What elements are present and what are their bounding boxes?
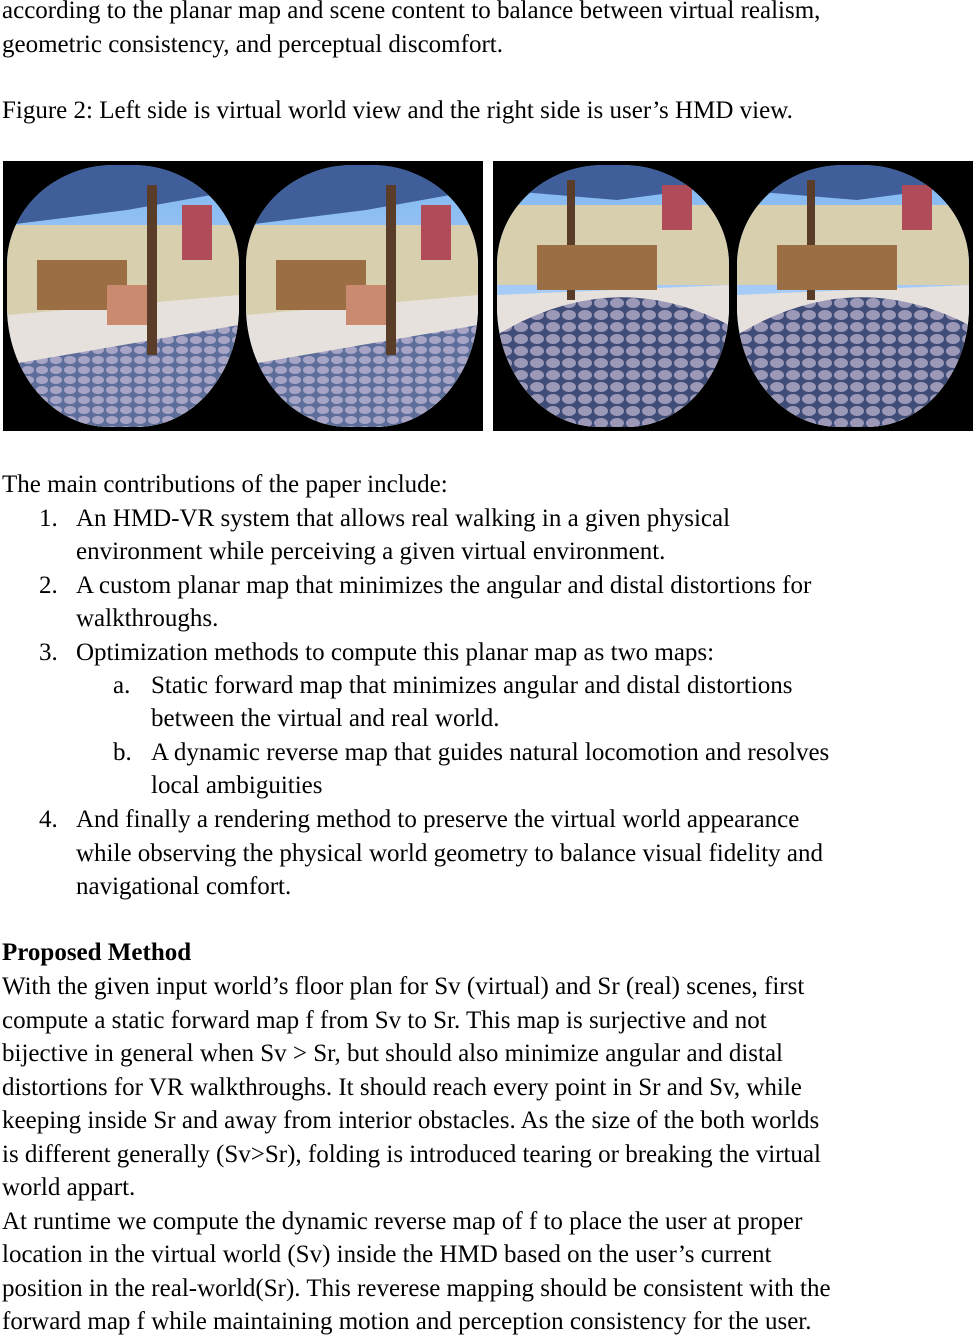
paragraph-line: With the given input world’s floor plan for Sv (virtual) and Sr (real) scenes, first (2, 973, 805, 1000)
paragraph-line: is different generally (Sv>Sr), folding is introduced tearing or breaking the virtual (2, 1141, 821, 1168)
sublist-item-number: b. (113, 739, 132, 766)
contributions-heading: The main contributions of the paper include: (2, 471, 448, 498)
figure-hmd-view (493, 161, 973, 431)
list-item-text: while observing the physical world geometry to balance visual fidelity and (76, 840, 824, 867)
list-item-text: environment while perceiving a given virtual environment. (76, 538, 666, 565)
section-heading: Proposed Method (2, 939, 192, 966)
list-item-text: An HMD-VR system that allows real walking in a given physical (76, 505, 731, 532)
paragraph-line: compute a static forward map f from Sv to Sr. This map is surjective and not (2, 1007, 767, 1034)
paragraph-line: world appart. (2, 1174, 136, 1201)
left-eye-lens (497, 165, 729, 427)
paragraph-line: bijective in general when Sv > Sr, but should also minimize angular and distal (2, 1040, 783, 1067)
sublist-item-text: Static forward map that minimizes angular and distal distortions (151, 672, 793, 699)
intro-line-2: geometric consistency, and perceptual discomfort. (2, 31, 503, 58)
list-item-text: Optimization methods to compute this planar map as two maps: (76, 639, 715, 666)
figure-caption: Figure 2: Left side is virtual world view and the right side is user’s HMD view. (2, 97, 793, 124)
list-item-text: And finally a rendering method to preserve the virtual world appearance (76, 806, 800, 833)
left-eye-lens (7, 165, 239, 427)
paragraph-line: position in the real-world(Sr). This reverese mapping should be consistent with the (2, 1275, 831, 1302)
list-item-number: 4. (39, 806, 58, 833)
figure-virtual-world-view (3, 161, 483, 431)
list-item-text: walkthroughs. (76, 605, 219, 632)
sublist-item-text: between the virtual and real world. (151, 705, 500, 732)
right-eye-lens (737, 165, 969, 427)
list-item-number: 2. (39, 572, 58, 599)
sublist-item-text: local ambiguities (151, 772, 323, 799)
list-item-text: A custom planar map that minimizes the angular and distal distortions for (76, 572, 812, 599)
right-eye-lens (246, 165, 478, 427)
paragraph-line: forward map f while maintaining motion and perception consistency for the user. (2, 1308, 812, 1335)
list-item-number: 1. (39, 505, 58, 532)
sublist-item-number: a. (113, 672, 131, 699)
paragraph-line: keeping inside Sr and away from interior obstacles. As the size of the both worlds (2, 1107, 820, 1134)
paragraph-line: distortions for VR walkthroughs. It should reach every point in Sr and Sv, while (2, 1074, 802, 1101)
paragraph-line: At runtime we compute the dynamic reverse map of f to place the user at proper (2, 1208, 803, 1235)
list-item-text: navigational comfort. (76, 873, 292, 900)
sublist-item-text: A dynamic reverse map that guides natural locomotion and resolves (151, 739, 830, 766)
list-item-number: 3. (39, 639, 58, 666)
intro-line-1: according to the planar map and scene content to balance between virtual realism, (2, 0, 821, 24)
paragraph-line: location in the virtual world (Sv) inside the HMD based on the user’s current (2, 1241, 772, 1268)
